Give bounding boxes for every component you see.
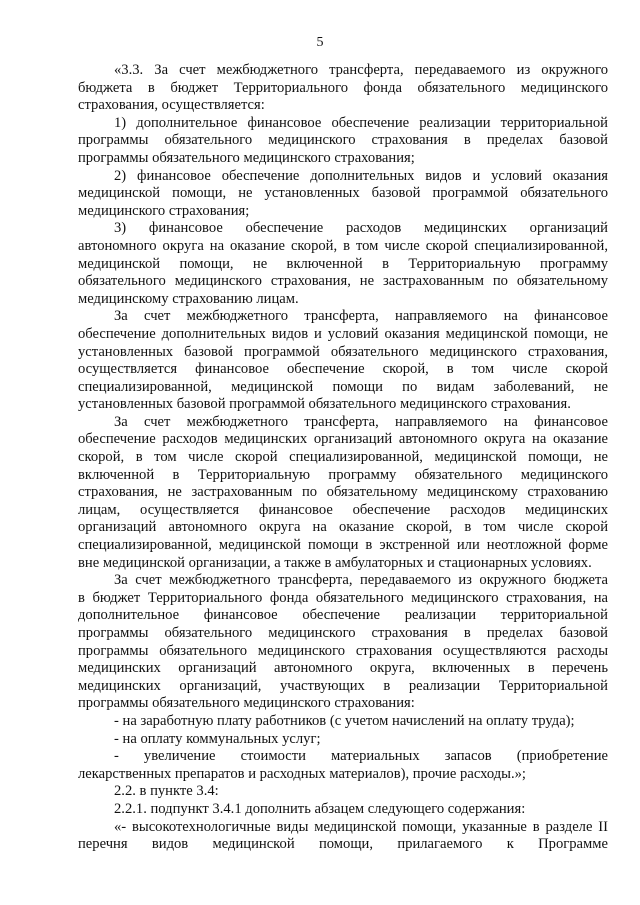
- text-line: организаций автономного округа на оказание скорой, в том числе скорой: [78, 519, 608, 536]
- text-line: медицинского страхования;: [78, 202, 250, 219]
- text-line: медицинских организаций, участвующих в реализации Территориальной: [78, 677, 608, 694]
- text-line: дополнительное финансовое обеспечение реализации территориальной: [78, 607, 608, 624]
- text-line: включенной в Территориальную программу обязательного медицинского: [78, 466, 608, 483]
- text-line: бюджета в бюджет Территориального фонда обязательного медицинского: [78, 79, 608, 96]
- text-line: 2.2. в пункте 3.4:: [114, 783, 219, 800]
- text-line: - на заработную плату работников (с учетом начислений на оплату труда);: [114, 712, 575, 729]
- text-line: страхования, не застрахованным по обязательному медицинскому страхованию: [78, 484, 608, 501]
- text-line: установленных базовой программой обязательного медицинского страхования,: [78, 343, 608, 360]
- text-line: специализированной, медицинской помощи в экстренной или неотложной форме: [78, 537, 608, 554]
- text-line: За счет межбюджетного трансферта, передаваемого из окружного бюджета: [114, 572, 608, 589]
- text-line: программы обязательного медицинского страхования в пределах базовой: [78, 132, 608, 149]
- text-line: лицам, осуществляется финансовое обеспечение расходов медицинских: [78, 501, 608, 518]
- text-line: скорой, в том числе скорой специализированной, медицинской помощи, не: [78, 449, 608, 466]
- text-line: автономного округа на оказание скорой, в том числе скорой специализированной,: [78, 237, 608, 254]
- text-line: - на оплату коммунальных услуг;: [114, 730, 321, 747]
- text-line: 2.2.1. подпункт 3.4.1 дополнить абзацем следующего содержания:: [114, 800, 526, 817]
- text-line: 3) финансовое обеспечение расходов медицинских организаций: [114, 220, 608, 237]
- text-line: специализированной, медицинской помощи по видам заболеваний, не: [78, 378, 608, 395]
- text-line: программы обязательного медицинского страхования;: [78, 149, 415, 166]
- text-line: медицинской помощи, не установленных базовой программой обязательного: [78, 185, 608, 202]
- text-line: осуществляется финансовое обеспечение скорой, в том числе скорой: [78, 361, 608, 378]
- text-line: медицинскому страхованию лицам.: [78, 290, 299, 307]
- text-line: За счет межбюджетного трансферта, направляемого на финансовое: [114, 308, 608, 325]
- text-line: За счет межбюджетного трансферта, направляемого на финансовое: [114, 413, 608, 430]
- text-line: лекарственных препаратов и расходных материалов), прочие расходы.»;: [78, 765, 526, 782]
- page-number: 5: [316, 35, 324, 50]
- text-line: программы обязательного медицинского страхования:: [78, 695, 415, 712]
- text-line: программы обязательного медицинского страхования осуществляются расходы: [78, 642, 608, 659]
- text-line: медицинских организаций автономного округа, включенных в перечень: [78, 660, 608, 677]
- text-line: «- высокотехнологичные виды медицинской помощи, указанные в разделе II: [114, 818, 608, 835]
- text-line: перечня видов медицинской помощи, прилагаемого к Программе: [78, 836, 608, 853]
- text-line: «3.3. За счет межбюджетного трансферта, передаваемого из окружного: [114, 62, 608, 78]
- text-line: 1) дополнительное финансовое обеспечение реализации территориальной: [114, 114, 608, 131]
- text-line: в бюджет Территориального фонда обязательного медицинского страхования, на: [78, 589, 608, 606]
- text-line: страхования, осуществляется:: [78, 97, 265, 114]
- text-line: - увеличение стоимости материальных запасов (приобретение: [114, 748, 608, 765]
- text-line: 2) финансовое обеспечение дополнительных видов и условий оказания: [114, 167, 608, 184]
- text-line: обеспечение дополнительных видов и условий оказания медицинской помощи, не: [78, 325, 608, 342]
- text-line: программы обязательного медицинского страхования в пределах базовой: [78, 625, 608, 641]
- text-line: вне медицинской организации, а также в амбулаторных и стационарных условиях.: [78, 554, 592, 571]
- text-line: обеспечение расходов медицинских организаций автономного округа на оказание: [78, 431, 608, 448]
- text-line: медицинской помощи, не включенной в Территориальную программу: [78, 255, 608, 272]
- document-body: [78, 62, 608, 854]
- text-line: обязательного медицинского страхования, не застрахованным по обязательному: [78, 273, 608, 290]
- text-line: установленных базовой программой обязательного медицинского страхования.: [78, 396, 571, 413]
